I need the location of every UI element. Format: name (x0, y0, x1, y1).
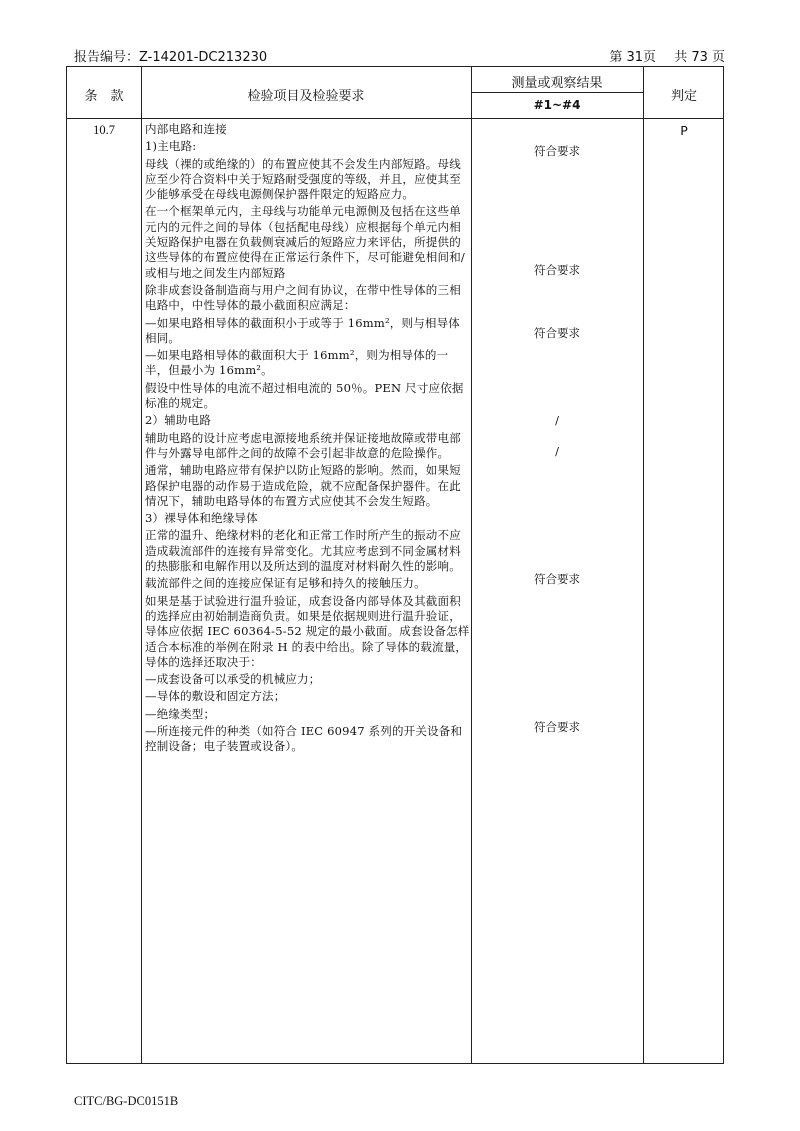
req-para: 正常的温升、绝缘材料的老化和正常工作时所产生的振动不应造成载流部件的连接有异常变化。尤其应考虑到不同金属材料的热膨胀和电解作用以及所达到的温度对材料耐久性的影响。 (145, 528, 461, 574)
result-1: 符合要求 (534, 144, 580, 158)
requirements-text (145, 122, 471, 757)
req-list-item: —绝缘类型； (145, 706, 216, 721)
req-para: 辅助电路的设计应考虑电源接地系统并保证接地故障或带电部件与外露导电部件之间的故障不会引起非故意的危险操作。 (145, 430, 461, 460)
req-para: 除非成套设备制造商与用户之间有协议，在带中性导体的三相电路中，中性导体的最小截面积应满足： (145, 282, 461, 313)
req-main-circuit: 1)主电路: (145, 139, 197, 154)
page-indicator (609, 46, 725, 65)
header-clause: 条 款 (84, 89, 124, 104)
result-header-divider (471, 92, 643, 93)
header-item: 检验项目及检验要求 (247, 89, 365, 104)
col-divider-1 (141, 67, 142, 1063)
result-6: 符合要求 (534, 572, 580, 586)
req-para: 在一个框架单元内，主母线与功能单元电源侧及包括在这些单元内的元件之间的导体（包括配电母线）应根据每个单元内相关短路保护电器在负载侧衰减后的短路应力来评估，所提供的这些导体的布置应使得在正常运行条件下，尽可能避免相间和/或相与地之间发生内部短路 (145, 204, 465, 280)
req-para: 通常，辅助电路应带有保护以防止短路的影响。然而，如果短路保护电器的动作易于造成危险，就不应配备保护器件。在此情况下，辅助电路导体的布置方式应使其不会发生短路。 (145, 463, 461, 508)
clause-number: 10.7 (93, 123, 115, 137)
inspection-table (66, 66, 724, 1064)
req-aux-circuit: 2）辅助电路 (145, 413, 212, 428)
verdict: P (680, 123, 688, 138)
col-divider-2 (471, 67, 472, 1063)
req-para: 假设中性导体的电流不超过相电流的 50％。PEN 尺寸应依据标准的规定。 (145, 380, 464, 411)
result-3: 符合要求 (534, 326, 580, 340)
req-para: —如果电路相导体的截面积大于 16mm²，则为相导体的一半，但最小为 16mm²。 (145, 348, 449, 378)
page-number: 第 31页 (609, 50, 657, 65)
header-verdict: 判定 (670, 89, 697, 104)
req-list-item: —导体的敷设和固定方法； (145, 689, 286, 704)
report-number: 报告编号：Z-14201-DC213230 (74, 50, 268, 65)
req-title: 内部电路和连接 (145, 122, 227, 136)
header-result: 测量或观察结果 (511, 76, 603, 91)
req-list-item: —所连接元件的种类（如符合 IEC 60947 系列的开关设备和控制设备；电子装置或设备）。 (145, 723, 463, 754)
req-para: 载流部件之间的连接应保证有足够和持久的接触压力。 (145, 576, 426, 591)
req-list-item: —成套设备可以承受的机械应力； (145, 672, 321, 687)
result-5: / (555, 444, 559, 458)
req-para: 母线（裸的或绝缘的）的布置应使其不会发生内部短路。母线应至少符合资料中关于短路耐受强度的等级，并且，应使其至少能够承受在母线电源侧保护器件限定的短路应力。 (145, 156, 461, 202)
result-7: 符合要求 (534, 720, 580, 734)
req-para: —如果电路相导体的截面积小于或等于 16mm²，则与相导体相同。 (145, 315, 461, 345)
form-code: CITC/BG-DC0151B (74, 1094, 179, 1108)
req-para: 如果是基于试验进行温升验证，成套设备内部导体及其截面积的选择应由初始制造商负责。如果是依据规则进行温升验证，导体应依据 IEC 60364-5-52 规定的最小截面。成套设备怎样适合本标准的举例在附录 H 的表中给出。除了导体的载流量，导体的选择还取决于： (145, 593, 470, 669)
req-conductors: 3）裸导体和绝缘导体 (145, 511, 258, 526)
header-bottom-line (67, 118, 723, 119)
header-result-sub: #1~#4 (533, 98, 581, 112)
result-4: / (555, 413, 559, 427)
result-2: 符合要求 (534, 263, 580, 277)
page-total: 共 73 页 (674, 50, 725, 65)
col-divider-3 (643, 67, 644, 1063)
